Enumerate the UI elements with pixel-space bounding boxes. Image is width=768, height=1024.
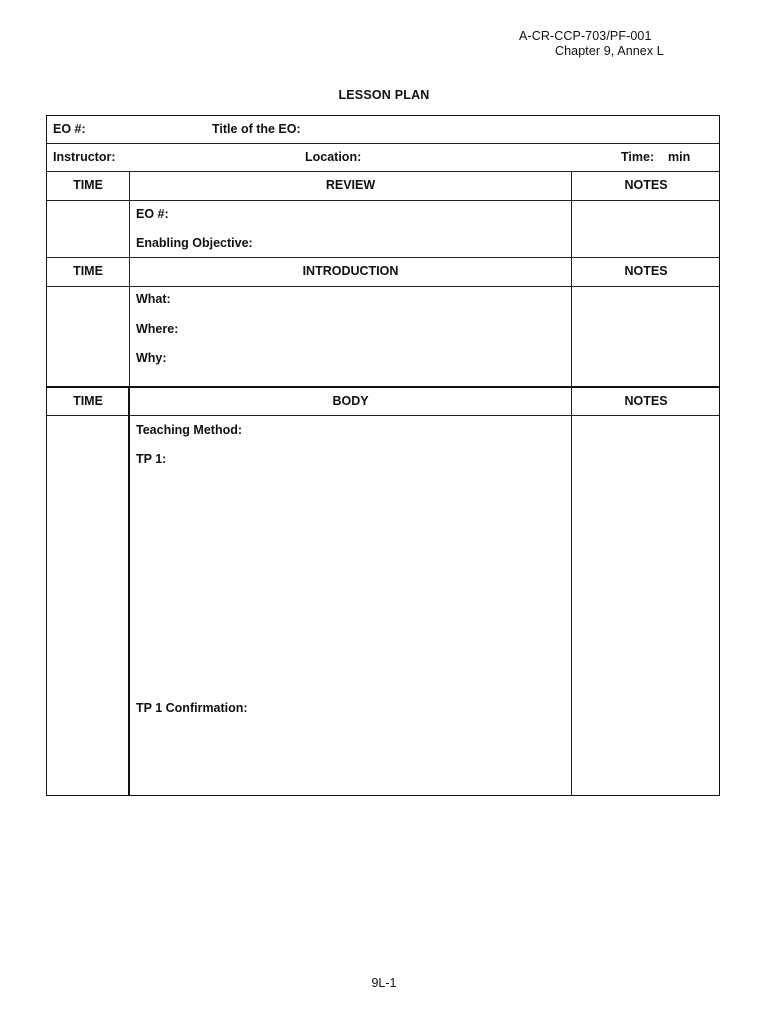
time-unit: min	[668, 150, 691, 164]
review-section-title: REVIEW	[325, 178, 376, 192]
body-time-header: TIME	[73, 394, 103, 408]
review-notes-header: NOTES	[624, 178, 668, 192]
introduction-section-title: INTRODUCTION	[302, 264, 399, 278]
introduction-notes-header: NOTES	[624, 264, 668, 278]
chapter-annex: Chapter 9, Annex L	[555, 44, 664, 58]
column-divider	[571, 172, 572, 387]
column-divider	[571, 387, 572, 796]
introduction-what-field: What:	[136, 292, 171, 306]
row-divider	[47, 286, 719, 287]
row-divider	[47, 143, 719, 144]
row-divider	[47, 171, 719, 172]
row-divider	[47, 415, 719, 416]
body-tp1-field: TP 1:	[136, 452, 167, 466]
page-number: 9L-1	[371, 976, 397, 990]
body-notes-header: NOTES	[624, 394, 668, 408]
body-section-title: BODY	[332, 394, 369, 408]
column-divider	[128, 387, 130, 796]
body-teaching-method-field: Teaching Method:	[136, 423, 243, 437]
row-divider	[47, 200, 719, 201]
review-eo-number-field: EO #:	[136, 207, 169, 221]
introduction-where-field: Where:	[136, 322, 179, 336]
eo-title-label: Title of the EO:	[212, 122, 301, 136]
instructor-label: Instructor:	[53, 150, 116, 164]
eo-number-label: EO #:	[53, 122, 86, 136]
doc-code: A-CR-CCP-703/PF-001	[519, 29, 652, 43]
column-divider	[129, 172, 130, 387]
body-tp1-confirmation-field: TP 1 Confirmation:	[136, 701, 248, 715]
document-reference	[519, 29, 664, 59]
introduction-why-field: Why:	[136, 351, 167, 365]
review-time-header: TIME	[73, 178, 103, 192]
introduction-time-header: TIME	[73, 264, 103, 278]
lesson-plan-form	[46, 115, 720, 796]
location-label: Location:	[305, 150, 362, 164]
review-enabling-objective-field: Enabling Objective:	[136, 236, 253, 250]
page-title: LESSON PLAN	[338, 88, 430, 102]
time-label: Time:	[621, 150, 655, 164]
row-divider	[47, 386, 719, 388]
row-divider	[47, 257, 719, 258]
